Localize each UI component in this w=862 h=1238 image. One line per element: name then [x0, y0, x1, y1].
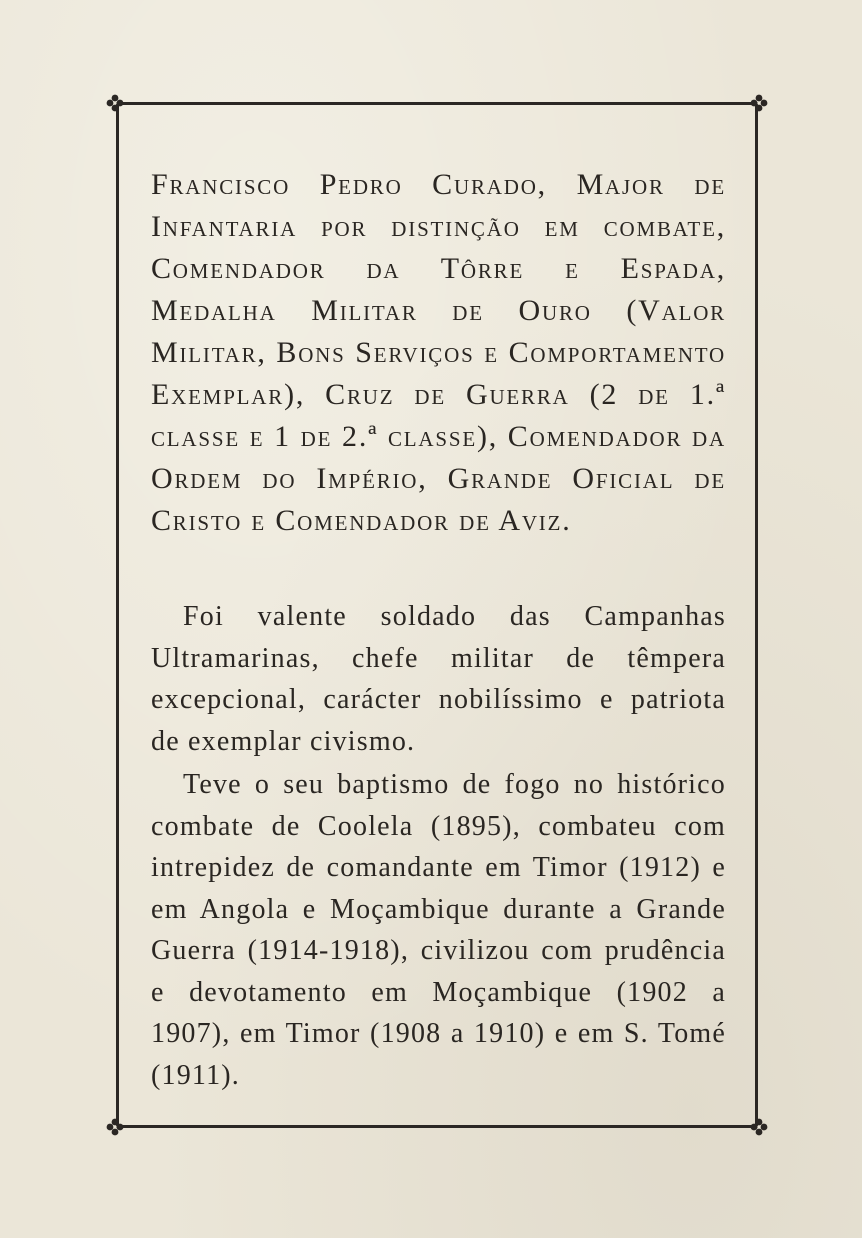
- frame-right-rule: [755, 102, 758, 1128]
- quatrefoil-icon: [106, 1118, 124, 1136]
- document-body: [151, 164, 726, 1096]
- frame-bottom-rule: [116, 1125, 758, 1128]
- frame-top-rule: [116, 102, 758, 105]
- document-frame: [116, 102, 758, 1128]
- frame-left-rule: [116, 102, 119, 1128]
- quatrefoil-icon: [750, 94, 768, 112]
- quatrefoil-icon: [106, 94, 124, 112]
- honors-heading: Francisco Pedro Curado, Major de Infantaria por distinção em combate, Comendador da Tôrre e Espada, Medalha Militar de Ouro (Valor Militar, Bons Serviços e Comportamento Exemplar), Cruz de Guerra (2 de 1.ª classe e 1 de 2.ª classe), Comendador da Ordem do Império, Grande Oficial de Cristo e Comendador de Aviz.: [151, 168, 726, 537]
- quatrefoil-icon: [750, 1118, 768, 1136]
- biography-paragraph-2: Teve o seu baptismo de fogo no histórico combate de Coolela (1895), combateu com intrepidez de comandante em Timor (1912) e em Angola e Moçambique durante a Grande Guerra (1914-1918), civilizou com prudência e devotamento em Moçambique (1902 a 1907), em Timor (1908 a 1910) e em S. Tomé (1911).: [151, 769, 726, 1091]
- biography-paragraph-1: Foi valente soldado das Campanhas Ultramarinas, chefe militar de têmpera excepcional, carácter nobilíssimo e patriota de exemplar civismo.: [151, 601, 726, 757]
